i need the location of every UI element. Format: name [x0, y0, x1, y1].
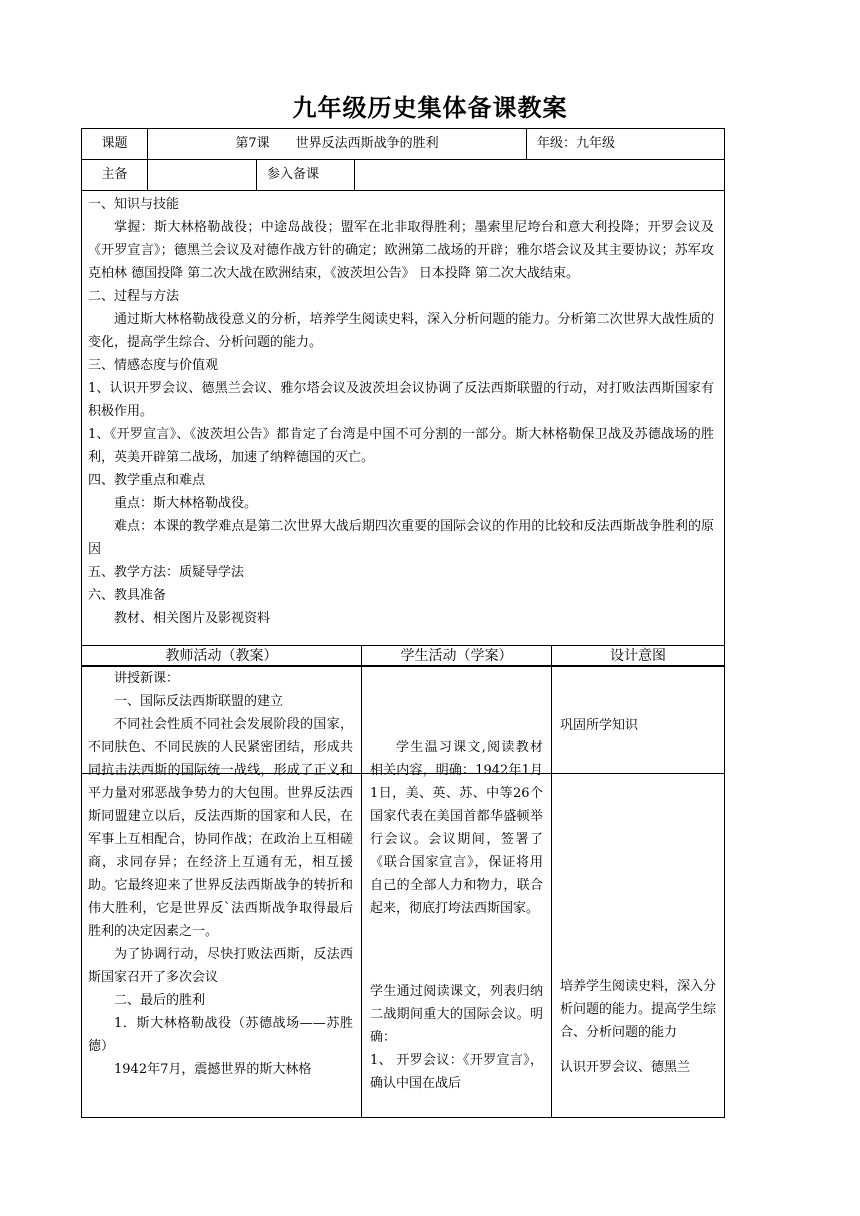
- teacher-column-header: 教师活动（教案）: [81, 645, 362, 666]
- section-heading: 三、情感态度与价值观: [88, 358, 219, 373]
- participants-value-cell: [354, 159, 725, 191]
- student-activity-cell: [361, 666, 552, 1118]
- participants-label: 参入备课: [267, 167, 320, 182]
- section-body: 掌握：斯大林格勒战役；中途岛战役；盟军在北非取得胜利；墨索里尼垮台和意大利投降；开罗会议及《开罗宣言》；德黑兰会议及对德作战方针的确定；欧洲第二战场的开辟；雅尔塔会议及其主要协议；苏军攻克柏林 德国投降 第二次大战在欧洲结束，《波茨坦公告》 日本投降 第二次大战结束。: [88, 220, 714, 281]
- grade-value: 年级：九年级: [537, 136, 616, 151]
- section-body: 教材、相关图片及影视资料: [114, 611, 271, 626]
- difficult-point: 难点：本课的教学难点是第二次世界大战后期四次重要的国际会议的作用的比较和反法西斯战争胜利的原因: [88, 519, 714, 557]
- grade-cell: [526, 128, 725, 160]
- topic-label-cell: [81, 128, 148, 160]
- section-body: 1、认识开罗会议、德黑兰会议、雅尔塔会议及波茨坦会议协调了反法西斯联盟的行动，对打败法西斯国家有积极作用。: [88, 381, 714, 419]
- section-body: 1、《开罗宣言》、《波茨坦公告》都肯定了台湾是中国不可分割的一部分。斯大林格勒保卫战及苏德战场的胜利，英美开辟第二战场，加速了纳粹德国的灭亡。: [88, 427, 714, 465]
- teacher-paragraph: 为了协调行动，尽快打败法西斯，反法西斯国家召开了多次会议: [88, 947, 353, 985]
- section-heading: 四、教学重点和难点: [88, 473, 206, 488]
- teacher-paragraph: 讲授新课：: [114, 671, 180, 686]
- design-paragraph: 巩固所学知识: [560, 718, 639, 733]
- page-title: 九年级历史集体备课教案: [292, 94, 568, 122]
- teacher-paragraph: 二、最后的胜利: [114, 993, 206, 1008]
- key-point: 重点：斯大林格勒战役。: [114, 496, 258, 511]
- topic-cell: [147, 128, 527, 160]
- design-intent-cell: [551, 666, 725, 1118]
- design-column-header: 设计意图: [551, 645, 725, 666]
- student-paragraph: 学生通过阅读课文，列表归纳二战期间重大的国际会议。明确：: [370, 984, 543, 1045]
- student-paragraph: 学生温习课文,阅读教材相关内容，明确：1942年1月1日，美、英、苏、中等26个国家代表在美国首都华盛顿举行会议。会议期间，签署了《联合国家宣言》，保证将用自己的全部人力和物力，联合起来，彻底打垮法西斯国家。: [370, 740, 543, 916]
- teacher-paragraph: 不同社会性质不同社会发展阶段的国家，不同肤色、不同民族的人民紧密团结，形成共同抗击法西斯的国际统一战线，形成了正义和平力量对邪恶战争势力的大包围。世界反法西斯同盟建立以后，反法西斯的国家和人民，在军事上互相配合，协同作战；在政治上互相磋商，求同存异；在经济上互通有无，相互援助。它最终迎来了世界反法西斯战争的转折和伟大胜利，它是世界反`法西斯战争取得最后胜利的决定因素之一。: [88, 717, 353, 939]
- host-value-cell: [147, 159, 257, 191]
- teacher-paragraph: 1．斯大林格勒战役（苏德战场——苏胜德）: [88, 1016, 353, 1054]
- host-label-cell: [81, 159, 148, 191]
- student-paragraph: 1、 开罗会议：《开罗宣言》，确认中国在战后: [370, 1053, 543, 1091]
- student-column-header: 学生活动（学案）: [361, 645, 552, 666]
- topic-label: 课题: [101, 136, 128, 151]
- design-paragraph: 培养学生阅读史料，深入分析问题的能力。提高学生综合、分析问题的能力: [560, 979, 717, 1040]
- host-label: 主备: [101, 167, 128, 182]
- teacher-activity-cell: [81, 666, 362, 1118]
- section-heading: 五、教学方法：质疑导学法: [88, 565, 245, 580]
- teacher-paragraph: 1942年7月，震撼世界的斯大林格: [114, 1062, 312, 1077]
- design-paragraph: 认识开罗会议、德黑兰: [560, 1060, 691, 1075]
- section-body: 通过斯大林格勒战役意义的分析，培养学生阅读史料，深入分析问题的能力。分析第二次世界大战性质的变化，提高学生综合、分析问题的能力。: [88, 312, 714, 350]
- participants-label-cell: [256, 159, 355, 191]
- section-heading: 一、知识与技能: [88, 197, 180, 212]
- section-heading: 六、教具准备: [88, 588, 167, 603]
- topic-lesson: 第7课: [235, 136, 270, 151]
- topic-title: 世界反法西斯战争的胜利: [295, 136, 439, 151]
- section-heading: 二、过程与方法: [88, 289, 180, 304]
- teacher-paragraph: 一、国际反法西斯联盟的建立: [114, 694, 284, 709]
